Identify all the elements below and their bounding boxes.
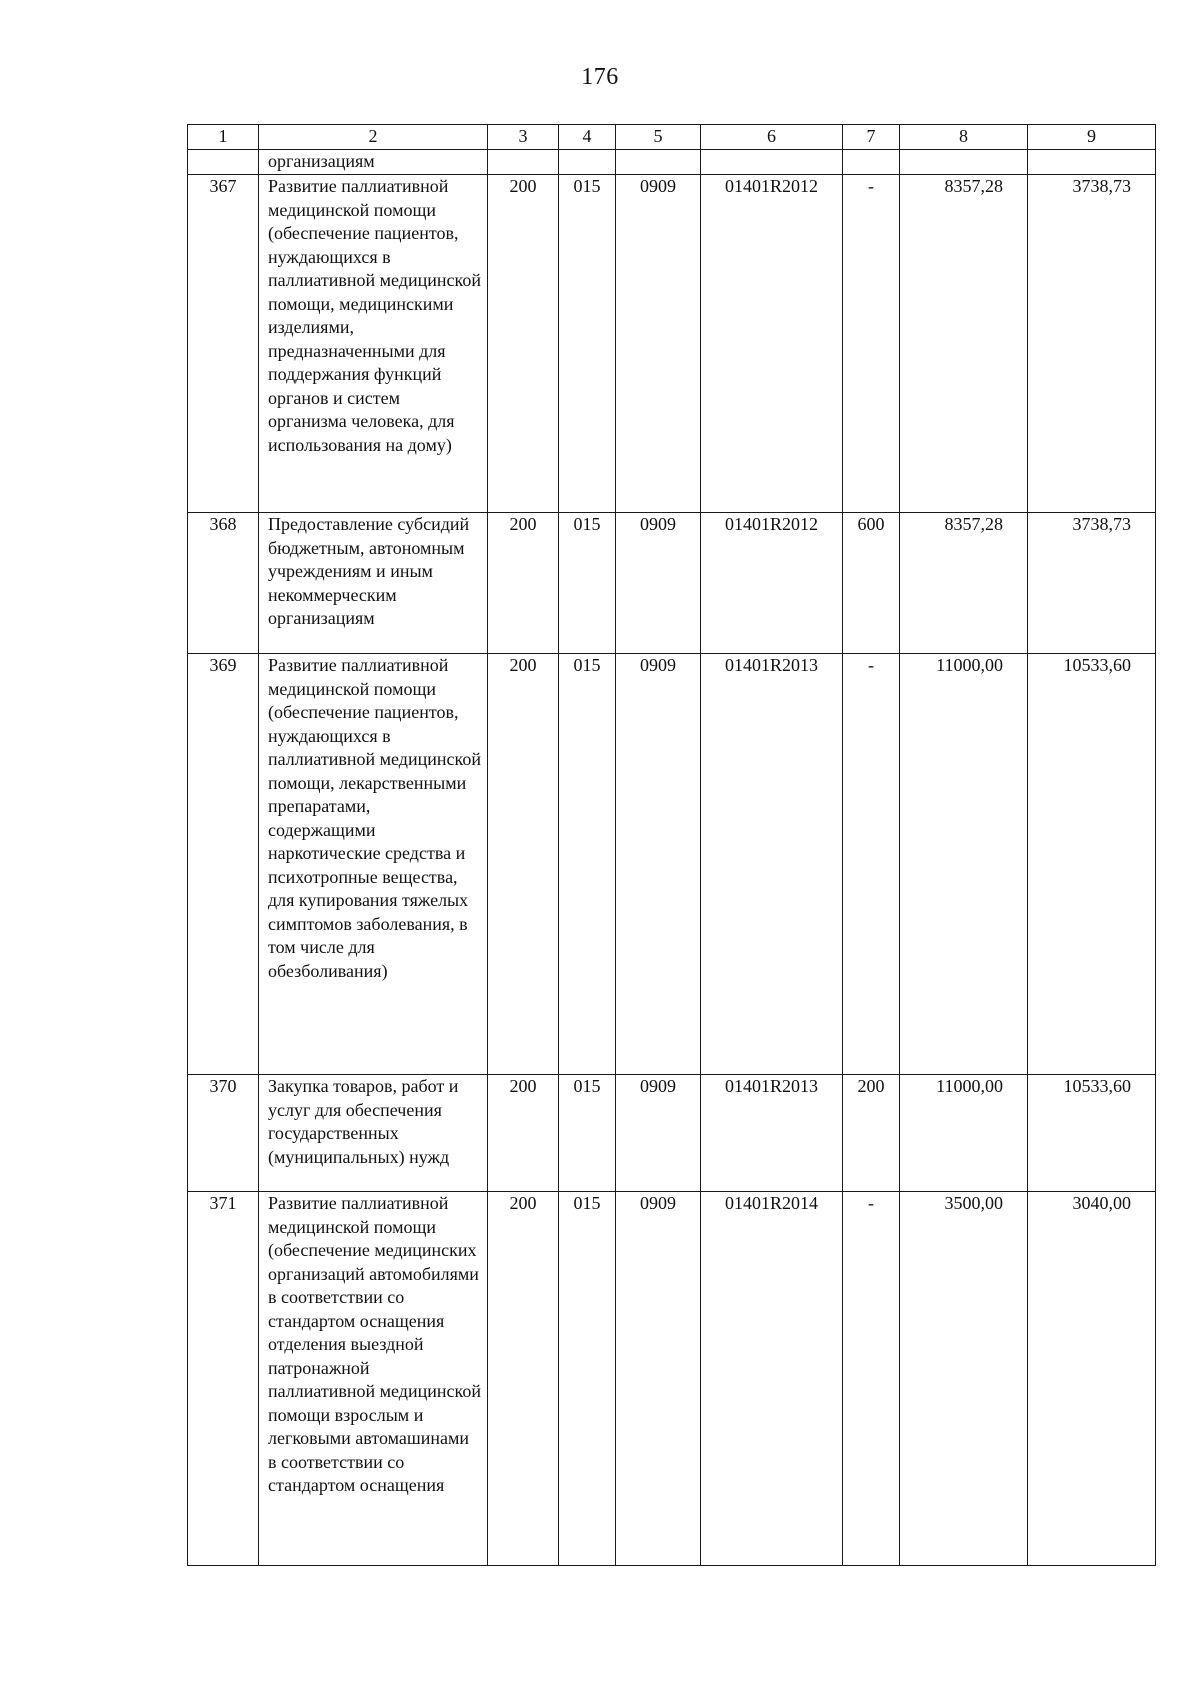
- row-section: 0909: [616, 654, 701, 1075]
- row-number: 371: [188, 1192, 259, 1566]
- row-target: 01401R2012: [701, 513, 843, 654]
- column-number: 6: [701, 125, 843, 150]
- row-target: 01401R2014: [701, 1192, 843, 1566]
- row-vr: 200: [843, 1075, 900, 1192]
- column-number: 5: [616, 125, 701, 150]
- column-number: 9: [1028, 125, 1156, 150]
- table-row: [188, 1192, 1156, 1566]
- row-sum-fact: 3040,00: [1028, 1192, 1156, 1566]
- table-row: [188, 513, 1156, 654]
- row-name: Развитие паллиативной медицинской помощи (обеспечение пациентов, нуждающихся в паллиативной медицинской помощи, медицинскими изделиями, предназначенными для поддержания функций органов и систем организма человека, для использования на дому): [259, 175, 488, 513]
- row-sum-plan: 11000,00: [900, 654, 1028, 1075]
- column-number-row: [188, 125, 1156, 150]
- continuation-row: [188, 150, 1156, 175]
- row-grbs: 200: [488, 175, 559, 513]
- budget-table: [187, 124, 1156, 1566]
- row-ved: 015: [559, 513, 616, 654]
- column-number: 1: [188, 125, 259, 150]
- row-name: Развитие паллиативной медицинской помощи (обеспечение пациентов, нуждающихся в паллиативной медицинской помощи, лекарственными препаратами, содержащими наркотические средства и психотропные вещества, для купирования тяжелых симптомов заболевания, в том числе для обезболивания): [259, 654, 488, 1075]
- column-number: 4: [559, 125, 616, 150]
- row-sum-plan: 8357,28: [900, 175, 1028, 513]
- row-vr: -: [843, 654, 900, 1075]
- row-number: 367: [188, 175, 259, 513]
- row-sum-fact: 3738,73: [1028, 175, 1156, 513]
- row-sum-plan: 3500,00: [900, 1192, 1028, 1566]
- row-ved: 015: [559, 1075, 616, 1192]
- row-vr: -: [843, 175, 900, 513]
- table-row: [188, 1075, 1156, 1192]
- row-grbs: 200: [488, 1192, 559, 1566]
- row-vr: 600: [843, 513, 900, 654]
- row-sum-fact: 10533,60: [1028, 654, 1156, 1075]
- row-number: 370: [188, 1075, 259, 1192]
- row-target: 01401R2013: [701, 1075, 843, 1192]
- row-name: Развитие паллиативной медицинской помощи (обеспечение медицинских организаций автомобилями в соответствии со стандартом оснащения отделения выездной патронажной паллиативной медицинской помощи взрослым и легковыми автомашинами в соответствии со стандартом оснащения: [259, 1192, 488, 1566]
- row-section: 0909: [616, 513, 701, 654]
- row-grbs: 200: [488, 654, 559, 1075]
- row-sum-fact: 10533,60: [1028, 1075, 1156, 1192]
- row-section: 0909: [616, 1192, 701, 1566]
- row-vr: -: [843, 1192, 900, 1566]
- row-ved: 015: [559, 175, 616, 513]
- row-section: 0909: [616, 175, 701, 513]
- row-sum-plan: 8357,28: [900, 513, 1028, 654]
- row-name: Закупка товаров, работ и услуг для обеспечения государственных (муниципальных) нужд: [259, 1075, 488, 1192]
- row-target: 01401R2012: [701, 175, 843, 513]
- page-number: 176: [581, 64, 619, 90]
- column-number: 7: [843, 125, 900, 150]
- row-target: 01401R2013: [701, 654, 843, 1075]
- row-sum-fact: 3738,73: [1028, 513, 1156, 654]
- row-section: 0909: [616, 1075, 701, 1192]
- row-grbs: 200: [488, 1075, 559, 1192]
- row-number: 368: [188, 513, 259, 654]
- row-grbs: 200: [488, 513, 559, 654]
- row-number: 369: [188, 654, 259, 1075]
- row-sum-plan: 11000,00: [900, 1075, 1028, 1192]
- table-row: [188, 654, 1156, 1075]
- row-ved: 015: [559, 1192, 616, 1566]
- column-number: 3: [488, 125, 559, 150]
- continuation-text: организациям: [259, 150, 488, 175]
- row-name: Предоставление субсидий бюджетным, автономным учреждениям и иным некоммерческим организациям: [259, 513, 488, 654]
- table-row: [188, 175, 1156, 513]
- row-ved: 015: [559, 654, 616, 1075]
- column-number: 8: [900, 125, 1028, 150]
- column-number: 2: [259, 125, 488, 150]
